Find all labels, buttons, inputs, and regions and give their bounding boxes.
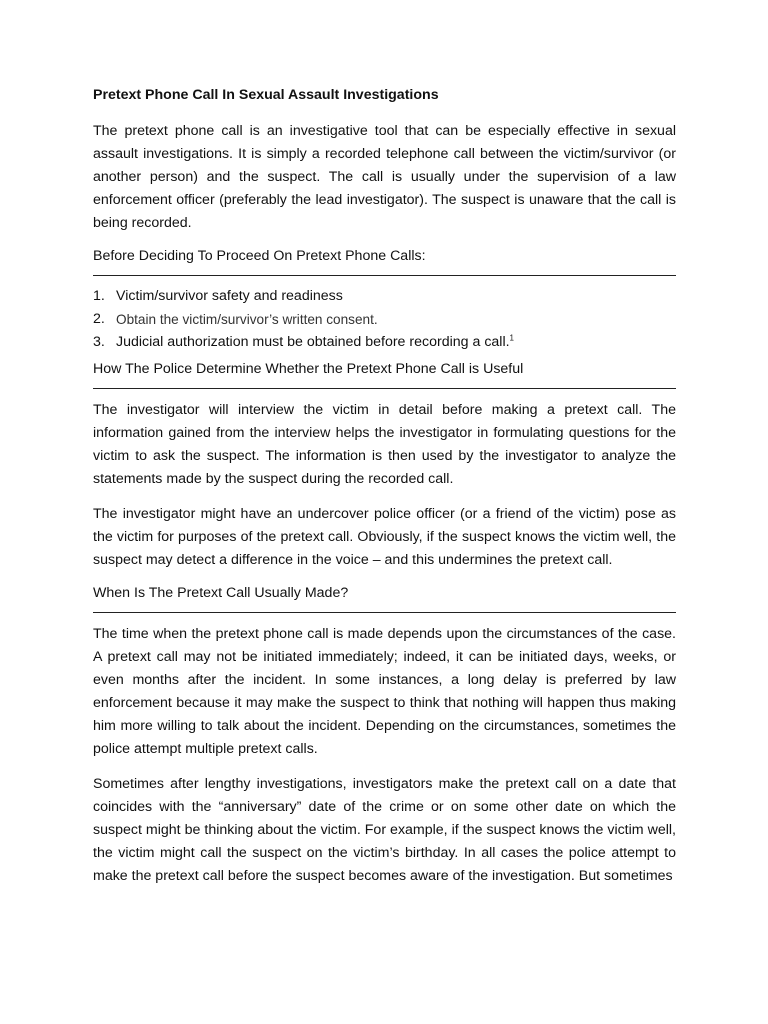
section-heading-police-determine: How The Police Determine Whether the Pretext Phone Call is Useful — [93, 360, 676, 389]
body-paragraph: The investigator will interview the victim in detail before making a pretext call. The information gained from the interview helps the investigator in formulating questions for the victim to ask the suspect. The information is then used by the investigator to analyze the statements made by the suspect during the recorded call. — [93, 402, 676, 487]
list-item-text: Obtain the victim/survivor’s written consent. — [116, 312, 378, 327]
section-heading-before-deciding: Before Deciding To Proceed On Pretext Phone Calls: — [93, 247, 676, 276]
prerequisites-list — [93, 285, 676, 354]
list-item-text: Judicial authorization must be obtained before recording a call. — [116, 334, 510, 350]
body-paragraph: The time when the pretext phone call is made depends upon the circumstances of the case. A pretext call may not be initiated immediately; indeed, it can be initiated days, weeks, or even months after the incident. In some instances, a long delay is preferred by law enforcement because it may make the suspect to think that nothing will happen thus making him more willing to talk about the incident. Depending on the circumstances, sometimes the police attempt multiple pretext calls. — [93, 626, 676, 757]
body-paragraph: Sometimes after lengthy investigations, investigators make the pretext call on a date that coincides with the “anniversary” date of the crime or on some other date on which the suspect might be thinking about the victim. For example, if the suspect knows the victim well, the victim might call the suspect on the victim’s birthday. In all cases the police attempt to make the pretext call before the suspect becomes aware of the investigation. But sometimes — [93, 776, 676, 884]
list-item-text-wrap — [116, 331, 514, 354]
document-title: Pretext Phone Call In Sexual Assault Investigations — [93, 87, 439, 103]
list-item-number: 1. — [93, 288, 105, 304]
list-item — [93, 331, 676, 354]
list-item-number: 3. — [93, 334, 105, 350]
list-item-number: 2. — [93, 311, 105, 327]
body-paragraph: The investigator might have an undercover police officer (or a friend of the victim) pose as the victim for purposes of the pretext call. Obviously, if the suspect knows the victim well, the suspect may detect a difference in the voice – and this undermines the pretext call. — [93, 506, 676, 568]
list-item — [93, 285, 676, 308]
list-item — [93, 308, 676, 331]
section-heading-when-made: When Is The Pretext Call Usually Made? — [93, 584, 676, 613]
intro-paragraph: The pretext phone call is an investigative tool that can be especially effective in sexual assault investigations. It is simply a recorded telephone call between the victim/survivor (or another person) and the suspect. The call is usually under the supervision of a law enforcement officer (preferably the lead investigator). The suspect is unaware that the call is being recorded. — [93, 123, 676, 231]
document-page — [93, 86, 676, 900]
list-item-text: Victim/survivor safety and readiness — [116, 288, 343, 304]
footnote-marker[interactable]: 1 — [509, 333, 514, 343]
